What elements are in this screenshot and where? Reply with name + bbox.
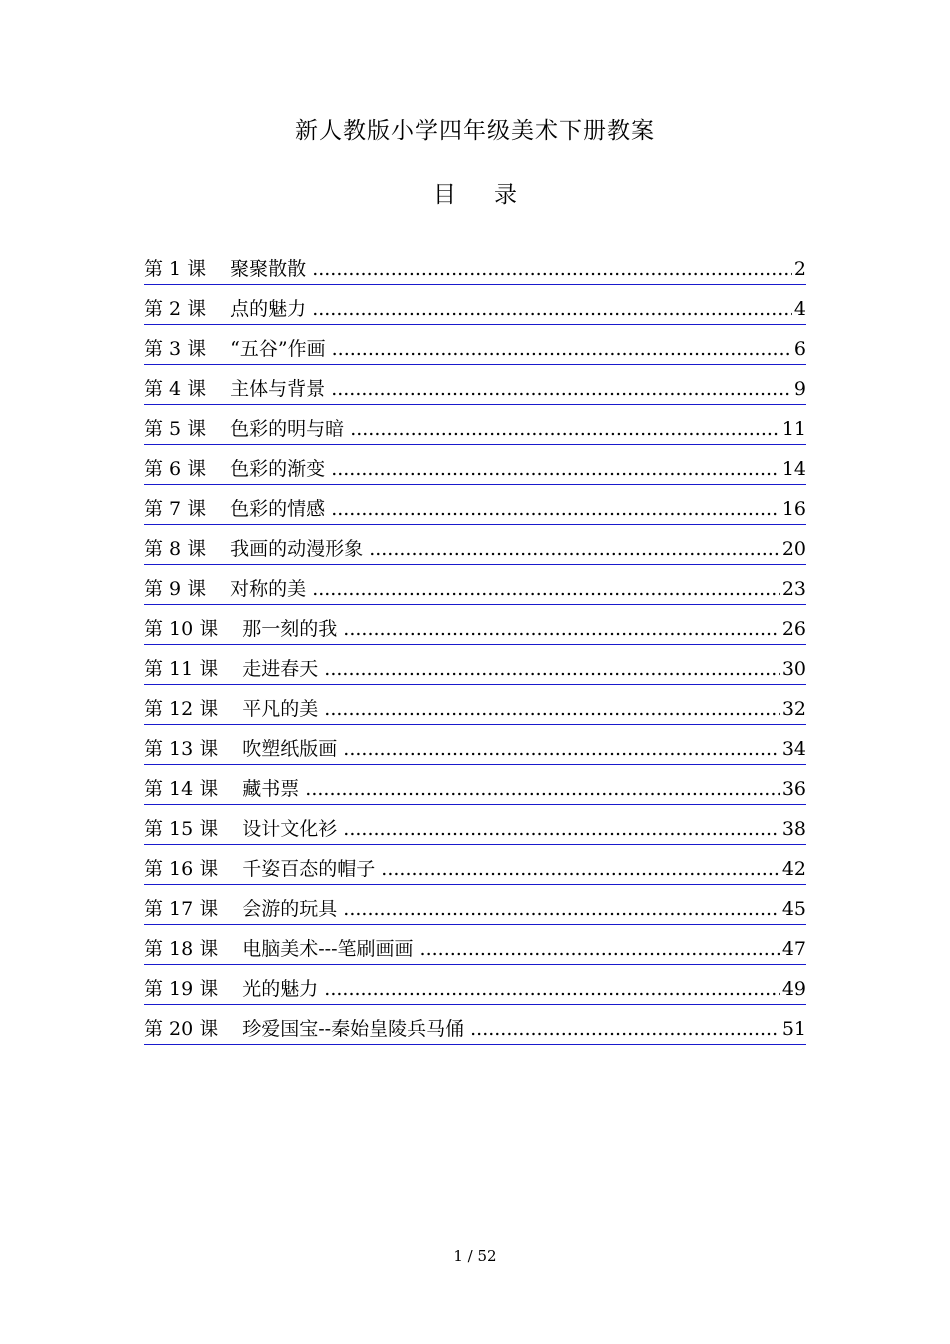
page-number: 14: [781, 458, 806, 480]
lesson-title: 色彩的情感: [230, 498, 326, 520]
toc-entry[interactable]: [144, 765, 806, 805]
lesson-title: 平凡的美: [242, 698, 319, 720]
toc-entry[interactable]: [144, 1005, 806, 1045]
toc-entry[interactable]: [144, 445, 806, 485]
lesson-title: 光的魅力: [242, 978, 319, 1000]
dot-leader: [343, 815, 780, 843]
dot-leader: [331, 495, 780, 523]
toc-heading: [0, 178, 950, 212]
toc-entry[interactable]: [144, 685, 806, 725]
page-footer: 1 / 52: [453, 1247, 497, 1265]
dot-leader: [331, 455, 780, 483]
lesson-number: 第 15 课: [144, 818, 219, 840]
dot-leader: [324, 695, 780, 723]
page-number: 49: [781, 978, 806, 1000]
page-number: 26: [781, 618, 806, 640]
lesson-number: 第 19 课: [144, 978, 219, 1000]
lesson-number: 第 11 课: [144, 658, 219, 680]
lesson-title: 电脑美术---笔刷画画: [242, 938, 414, 960]
dot-leader: [312, 575, 780, 603]
toc-entry[interactable]: [144, 845, 806, 885]
page-number: 23: [781, 578, 806, 600]
lesson-title: 色彩的渐变: [230, 458, 326, 480]
dot-leader: [381, 855, 780, 883]
lesson-title: 色彩的明与暗: [230, 418, 345, 440]
dot-leader: [331, 375, 792, 403]
toc-entry[interactable]: [144, 805, 806, 845]
lesson-number: 第 1 课: [144, 258, 207, 280]
lesson-number: 第 12 课: [144, 698, 219, 720]
dot-leader: [343, 735, 780, 763]
page-number: 11: [781, 418, 806, 440]
lesson-title: 主体与背景: [230, 378, 326, 400]
page-number: 47: [781, 938, 806, 960]
dot-leader: [420, 935, 780, 963]
page-number: 4: [793, 298, 806, 320]
lesson-title: 设计文化衫: [242, 818, 338, 840]
lesson-number: 第 17 课: [144, 898, 219, 920]
dot-leader: [470, 1015, 780, 1043]
toc-entry[interactable]: [144, 725, 806, 765]
lesson-title: “五谷”作画: [230, 338, 326, 360]
table-of-contents: [144, 245, 806, 1045]
toc-entry[interactable]: [144, 605, 806, 645]
lesson-title: 千姿百态的帽子: [242, 858, 376, 880]
lesson-number: 第 9 课: [144, 578, 207, 600]
lesson-title: 藏书票: [242, 778, 300, 800]
lesson-number: 第 7 课: [144, 498, 207, 520]
toc-heading-char-2: 录: [494, 182, 517, 208]
toc-entry[interactable]: [144, 885, 806, 925]
page-number: 34: [781, 738, 806, 760]
lesson-number: 第 5 课: [144, 418, 207, 440]
lesson-title: 那一刻的我: [242, 618, 338, 640]
lesson-number: 第 3 课: [144, 338, 207, 360]
page-number: 45: [781, 898, 806, 920]
toc-entry[interactable]: [144, 405, 806, 445]
dot-leader: [312, 255, 792, 283]
dot-leader: [332, 335, 792, 363]
dot-leader: [312, 295, 792, 323]
page-number: 9: [793, 378, 806, 400]
lesson-number: 第 10 课: [144, 618, 219, 640]
page-number: 20: [781, 538, 806, 560]
toc-entry[interactable]: [144, 285, 806, 325]
page-number: 38: [781, 818, 806, 840]
lesson-title: 点的魅力: [230, 298, 307, 320]
lesson-number: 第 6 课: [144, 458, 207, 480]
lesson-title: 对称的美: [230, 578, 307, 600]
lesson-number: 第 20 课: [144, 1018, 219, 1040]
lesson-title: 吹塑纸版画: [242, 738, 338, 760]
page-number: 2: [793, 258, 806, 280]
lesson-number: 第 14 课: [144, 778, 219, 800]
dot-leader: [350, 415, 780, 443]
lesson-title: 走进春天: [242, 658, 319, 680]
page-number: 16: [781, 498, 806, 520]
dot-leader: [324, 655, 780, 683]
lesson-title: 会游的玩具: [242, 898, 338, 920]
lesson-title: 我画的动漫形象: [230, 538, 364, 560]
dot-leader: [305, 775, 780, 803]
lesson-number: 第 16 课: [144, 858, 219, 880]
dot-leader: [343, 895, 780, 923]
dot-leader: [324, 975, 780, 1003]
toc-entry[interactable]: [144, 245, 806, 285]
toc-entry[interactable]: [144, 365, 806, 405]
lesson-title: 珍爱国宝--秦始皇陵兵马俑: [242, 1018, 465, 1040]
toc-entry[interactable]: [144, 565, 806, 605]
page-number: 51: [781, 1018, 806, 1040]
lesson-number: 第 4 课: [144, 378, 207, 400]
toc-entry[interactable]: [144, 965, 806, 1005]
page-number: 6: [793, 338, 806, 360]
toc-entry[interactable]: [144, 645, 806, 685]
lesson-number: 第 2 课: [144, 298, 207, 320]
page-number: 36: [781, 778, 806, 800]
toc-entry[interactable]: [144, 485, 806, 525]
lesson-number: 第 18 课: [144, 938, 219, 960]
lesson-number: 第 8 课: [144, 538, 207, 560]
toc-entry[interactable]: [144, 325, 806, 365]
page-number: 32: [781, 698, 806, 720]
dot-leader: [343, 615, 780, 643]
toc-entry[interactable]: [144, 925, 806, 965]
toc-heading-char-1: 目: [433, 182, 456, 208]
toc-entry[interactable]: [144, 525, 806, 565]
page-number: 30: [781, 658, 806, 680]
document-title: 新人教版小学四年级美术下册教案: [295, 118, 655, 144]
page-number: 42: [781, 858, 806, 880]
lesson-number: 第 13 课: [144, 738, 219, 760]
dot-leader: [369, 535, 780, 563]
lesson-title: 聚聚散散: [230, 258, 307, 280]
